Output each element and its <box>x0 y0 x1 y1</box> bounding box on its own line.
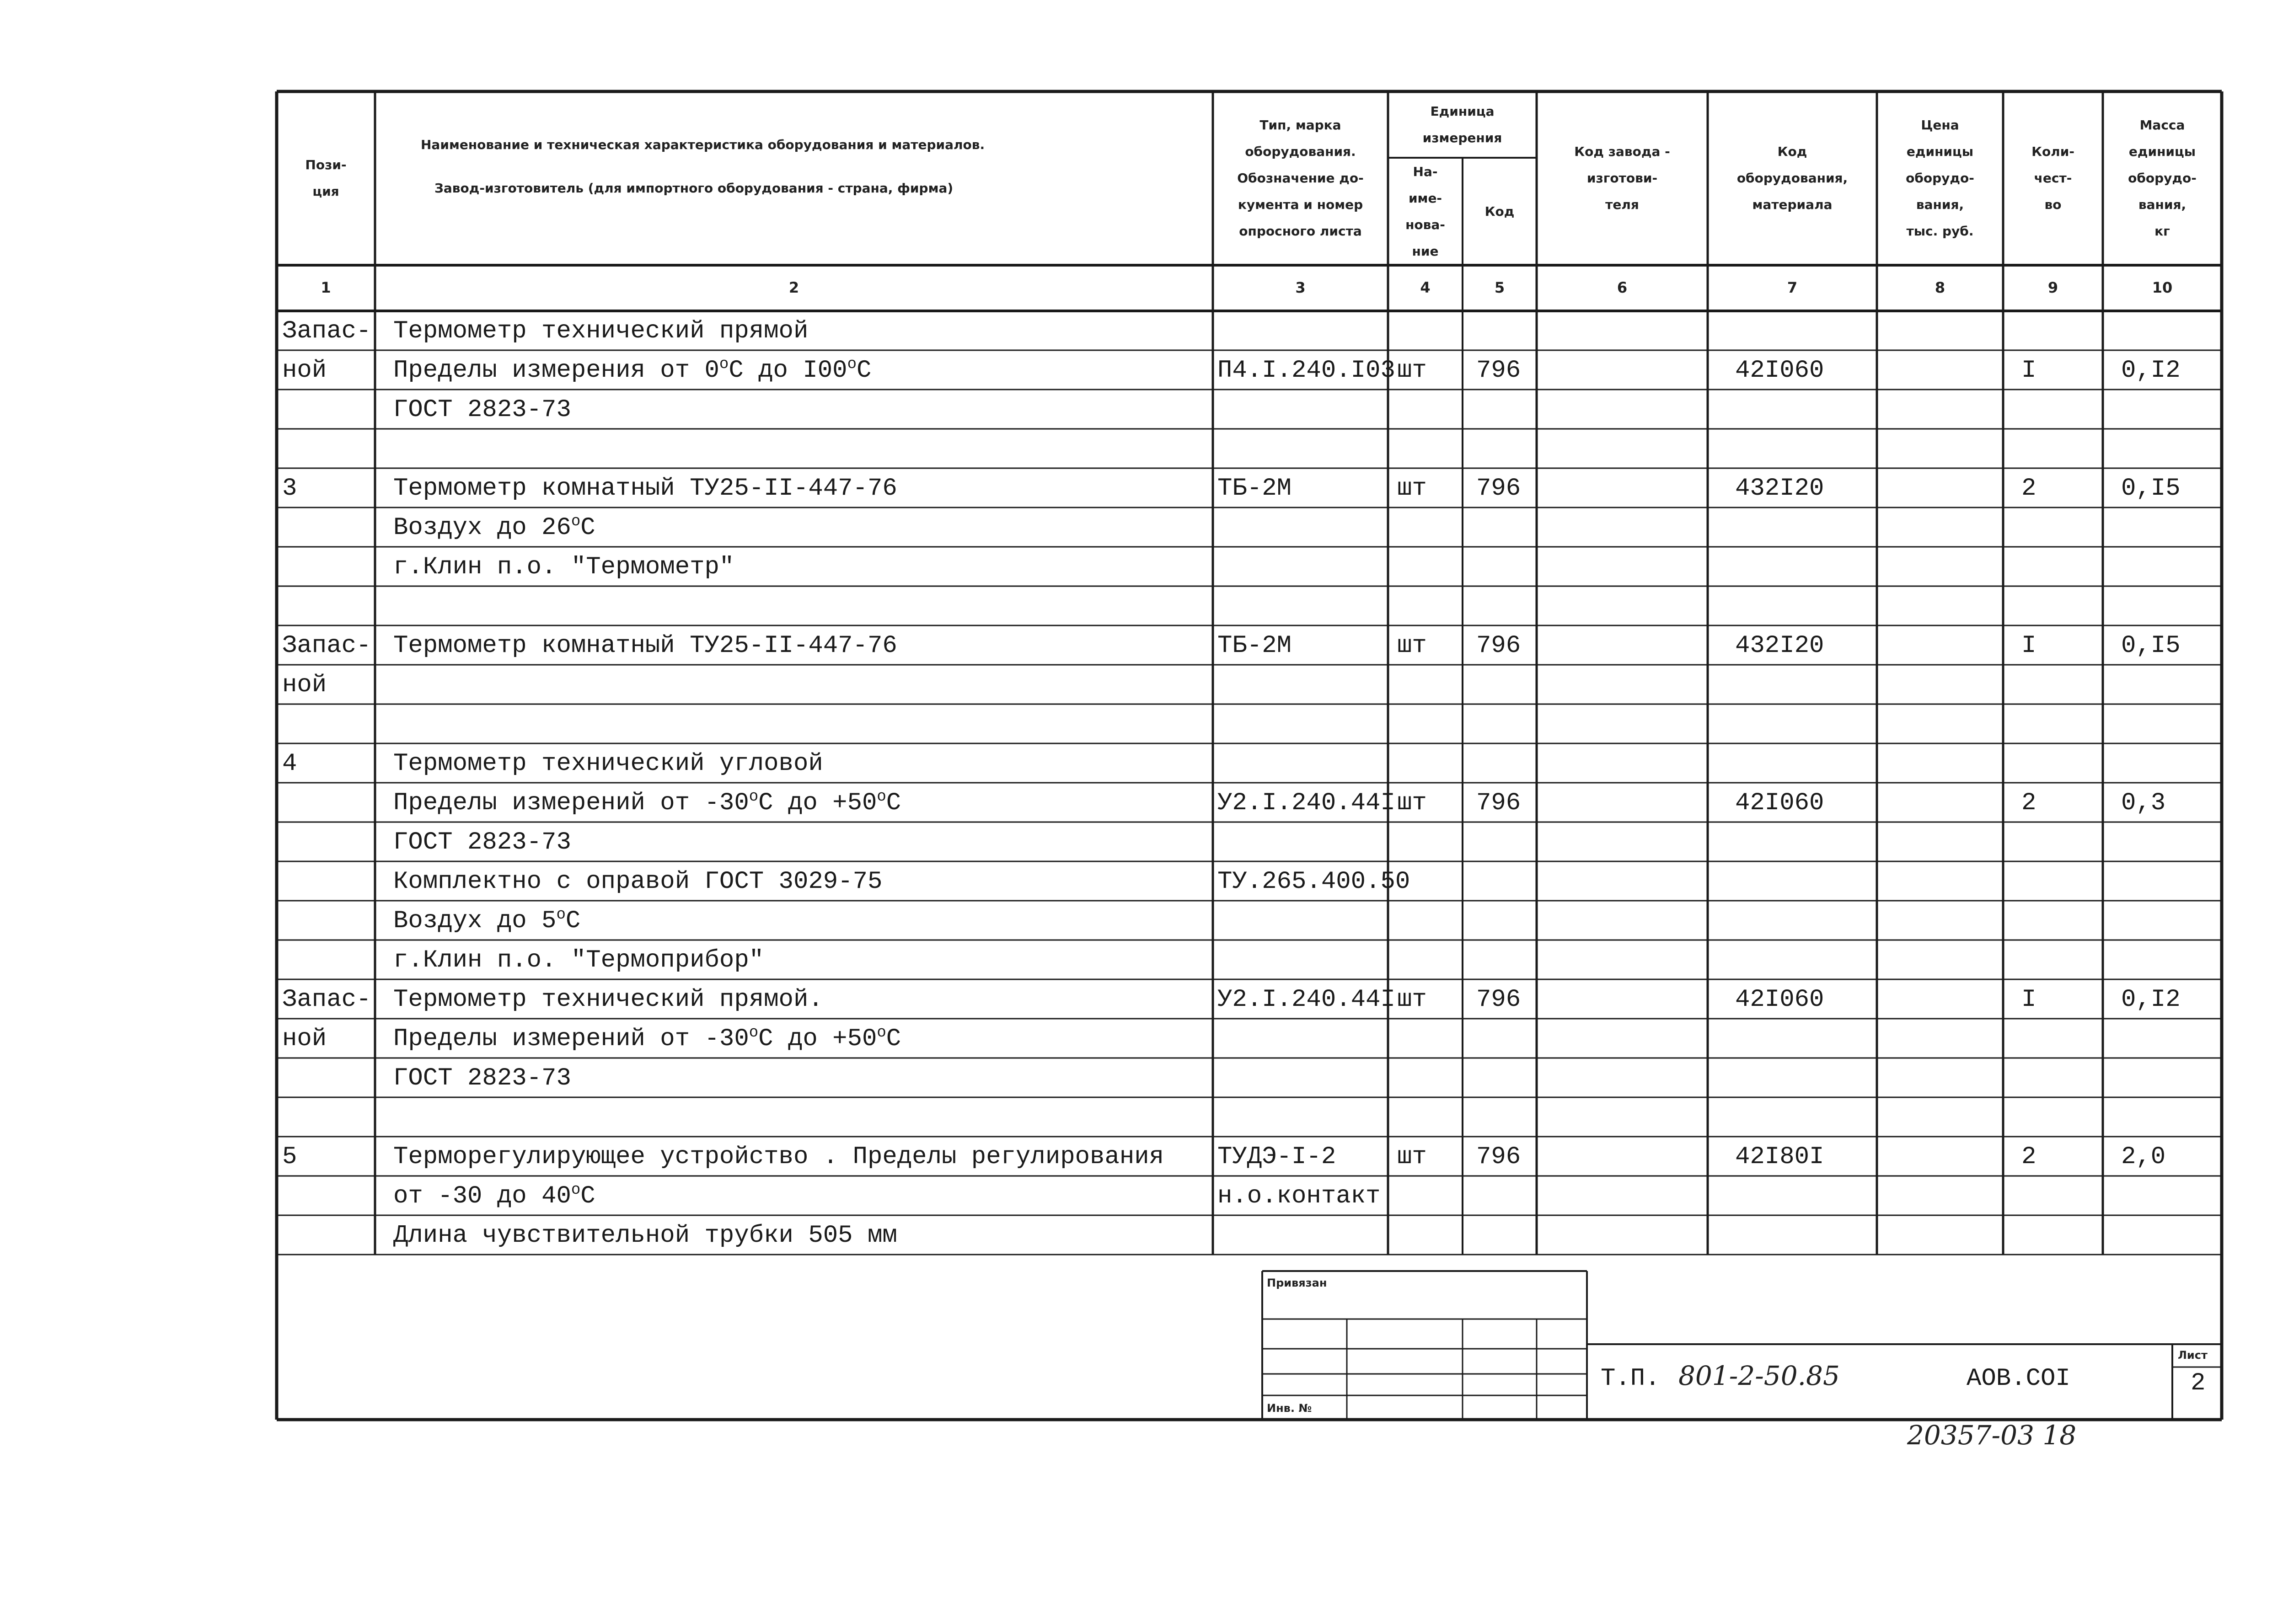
header-equipment-code-line: оборудования, <box>1736 171 1848 186</box>
header-mass-line: вания, <box>2138 197 2187 212</box>
header-unit-group-line: измерения <box>1422 130 1502 145</box>
header-unit-name-line: На- <box>1413 164 1438 179</box>
row-unit-code: 796 <box>1476 357 1521 385</box>
row-name: Пределы измерений от $-30^оС$ до $+50^оС$ <box>393 788 901 817</box>
header-price-line: тыс. руб. <box>1906 224 1974 239</box>
row-name: Терморегулирующее устройство . Пределы регулирования <box>393 1143 1164 1171</box>
row-quantity: 2 <box>2021 475 2036 502</box>
header-position-line: Пози- <box>305 157 347 172</box>
column-number: 9 <box>2047 279 2058 296</box>
row-name: Воздух до $5^оС$ <box>393 906 581 935</box>
stamp-doc-code: АОВ.СОI <box>1967 1365 2070 1393</box>
row-unit: шт <box>1397 632 1427 660</box>
row-name: Термометр комнатный ТУ25-II-447-76 <box>393 632 897 660</box>
row-unit-code: 796 <box>1476 632 1521 660</box>
footer-handwritten-note: 20357-03 18 <box>1907 1420 2077 1451</box>
column-number: 10 <box>2152 279 2173 296</box>
row-quantity: 2 <box>2021 789 2036 817</box>
row-position: Запас- <box>282 632 371 660</box>
stamp-sheet-label: Лист <box>2178 1349 2208 1362</box>
header-quantity-line: во <box>2044 197 2062 212</box>
header-name-line1: Наименование и техническая характеристика оборудования и материалов. <box>421 137 985 152</box>
header-mass-line: Масса <box>2139 118 2185 133</box>
column-number: 7 <box>1787 279 1798 296</box>
row-unit: шт <box>1397 1143 1427 1171</box>
row-mass: 2,0 <box>2121 1143 2166 1171</box>
stamp-tp-number: 801-2-50.85 <box>1678 1360 1840 1391</box>
column-number: 1 <box>321 279 331 296</box>
row-unit-code: 796 <box>1476 986 1521 1014</box>
row-unit-code: 796 <box>1476 789 1521 817</box>
row-equipment-code: 42I060 <box>1735 789 1824 817</box>
header-mass <box>2103 91 2222 265</box>
header-plant-code <box>1537 91 1708 265</box>
row-position: ной <box>282 1025 327 1053</box>
header-type-line: оборудования. <box>1245 144 1356 159</box>
row-name: Термометр технический прямой. <box>393 986 823 1014</box>
stamp-sheet-number: 2 <box>2191 1369 2206 1397</box>
header-unit-name <box>1388 158 1463 265</box>
row-mass: 0,I5 <box>2121 632 2181 660</box>
stamp-tp-prefix: Т.П. <box>1601 1365 1660 1393</box>
row-unit: шт <box>1397 357 1427 385</box>
row-mass: 0,I5 <box>2121 475 2181 502</box>
row-name: ГОСТ 2823-73 <box>393 828 571 856</box>
degree-sign: о <box>749 788 759 806</box>
row-name: г.Клин п.о. "Термоприбор" <box>393 946 764 974</box>
row-unit-code: 796 <box>1476 475 1521 502</box>
row-type: П4.I.240.I03 <box>1217 357 1395 385</box>
header-type-line: кумента и номер <box>1238 197 1363 212</box>
header-plant-code-line: теля <box>1605 197 1639 212</box>
row-equipment-code: 42I060 <box>1735 986 1824 1014</box>
column-number: 8 <box>1935 279 1945 296</box>
row-equipment-code: 432I20 <box>1735 632 1824 660</box>
header-unit-group-line: Единица <box>1430 103 1495 119</box>
row-name: Термометр технический угловой <box>393 750 823 778</box>
row-name: от -30 до $40^оС$ <box>393 1181 595 1210</box>
row-type: н.о.контакт <box>1217 1182 1381 1210</box>
header-type <box>1213 91 1388 265</box>
degree-sign: о <box>877 788 886 806</box>
row-quantity: I <box>2021 357 2036 385</box>
header-position <box>277 91 375 265</box>
header-unit-name-line: име- <box>1408 190 1442 206</box>
header-quantity-line: чест- <box>2034 171 2072 186</box>
row-name: Пределы измерения от $0^оС$ до $I00^оС$ <box>393 356 872 385</box>
header-name-line2: Завод-изготовитель (для импортного оборудования - страна, фирма) <box>434 181 954 196</box>
header-plant-code-line: изготови- <box>1586 171 1658 186</box>
row-name: Термометр технический прямой <box>393 317 809 345</box>
row-position: 3 <box>282 475 297 502</box>
row-position: ной <box>282 671 327 699</box>
header-price <box>1877 91 2003 265</box>
header-equipment-code <box>1708 91 1877 265</box>
header-mass-line: оборудо- <box>2128 171 2197 186</box>
degree-sign: о <box>749 1024 759 1042</box>
row-unit: шт <box>1397 789 1427 817</box>
header-equipment-code-line: материала <box>1752 197 1833 212</box>
header-price-line: оборудо- <box>1906 171 1974 186</box>
row-unit-code: 796 <box>1476 1143 1521 1171</box>
header-price-line: единицы <box>1906 144 1974 159</box>
row-position: Запас- <box>282 986 371 1014</box>
degree-sign: о <box>719 356 729 373</box>
row-name: ГОСТ 2823-73 <box>393 1064 571 1092</box>
stamp-inventory-label: Инв. № <box>1267 1402 1312 1415</box>
header-type-line: Тип, марка <box>1259 118 1341 133</box>
row-name: г.Клин п.о. "Термометр" <box>393 553 734 581</box>
row-name: Пределы измерений от $-30^оС$ до $+50^оС$ <box>393 1024 901 1053</box>
header-unit-name-line: ние <box>1412 243 1439 259</box>
header-equipment-code-line: Код <box>1777 144 1807 159</box>
row-type: ТБ-2М <box>1217 632 1292 660</box>
row-equipment-code: 42I80I <box>1735 1143 1824 1171</box>
degree-sign: о <box>556 906 566 924</box>
header-quantity <box>2003 91 2103 265</box>
row-quantity: I <box>2021 632 2036 660</box>
row-type: У2.I.240.44I <box>1217 986 1395 1014</box>
degree-sign: о <box>571 1181 581 1199</box>
row-unit: шт <box>1397 475 1427 502</box>
column-number: 4 <box>1420 279 1431 296</box>
row-position: 4 <box>282 750 297 778</box>
header-unit-code <box>1463 158 1537 265</box>
header-type-line: опросного листа <box>1239 224 1362 239</box>
row-name: Комплектно с оправой ГОСТ 3029-75 <box>393 868 883 896</box>
row-position: ной <box>282 357 327 385</box>
degree-sign: о <box>571 513 581 530</box>
header-price-line: Цена <box>1921 118 1959 133</box>
row-name: Термометр комнатный ТУ25-II-447-76 <box>393 475 897 502</box>
row-position: Запас- <box>282 317 371 345</box>
header-type-line: Обозначение до- <box>1237 171 1364 186</box>
header-price-line: вания, <box>1916 197 1964 212</box>
header-plant-code-line: Код завода - <box>1574 144 1670 159</box>
stamp-attached-label: Привязан <box>1267 1277 1327 1289</box>
header-position-line: ция <box>312 184 339 199</box>
row-quantity: 2 <box>2021 1143 2036 1171</box>
degree-sign: о <box>847 356 857 373</box>
row-name: ГОСТ 2823-73 <box>393 396 571 424</box>
row-mass: 0,3 <box>2121 789 2166 817</box>
row-equipment-code: 42I060 <box>1735 357 1824 385</box>
degree-sign: о <box>877 1024 886 1042</box>
header-mass-line: единицы <box>2128 144 2196 159</box>
row-type: ТУДЭ-I-2 <box>1217 1143 1336 1171</box>
column-number: 3 <box>1295 279 1306 296</box>
row-type: ТБ-2М <box>1217 475 1292 502</box>
header-mass-line: кг <box>2154 224 2170 239</box>
row-mass: 0,I2 <box>2121 986 2181 1014</box>
header-quantity-line: Коли- <box>2031 144 2074 159</box>
column-number: 5 <box>1494 279 1505 296</box>
header-unit-code-line: Код <box>1484 203 1515 219</box>
row-name: Длина чувствительной трубки 505 мм <box>393 1222 897 1250</box>
column-number: 6 <box>1617 279 1628 296</box>
row-quantity: I <box>2021 986 2036 1014</box>
header-unit-group <box>1388 91 1537 158</box>
header-unit-name-line: нова- <box>1405 217 1445 232</box>
row-type: У2.I.240.44I <box>1217 789 1395 817</box>
row-type: ТУ.265.400.50 <box>1217 868 1410 896</box>
column-number: 2 <box>788 279 799 296</box>
row-name: Воздух до $26^оС$ <box>393 513 595 542</box>
row-position: 5 <box>282 1143 297 1171</box>
row-mass: 0,I2 <box>2121 357 2181 385</box>
row-equipment-code: 432I20 <box>1735 475 1824 502</box>
row-unit: шт <box>1397 986 1427 1014</box>
